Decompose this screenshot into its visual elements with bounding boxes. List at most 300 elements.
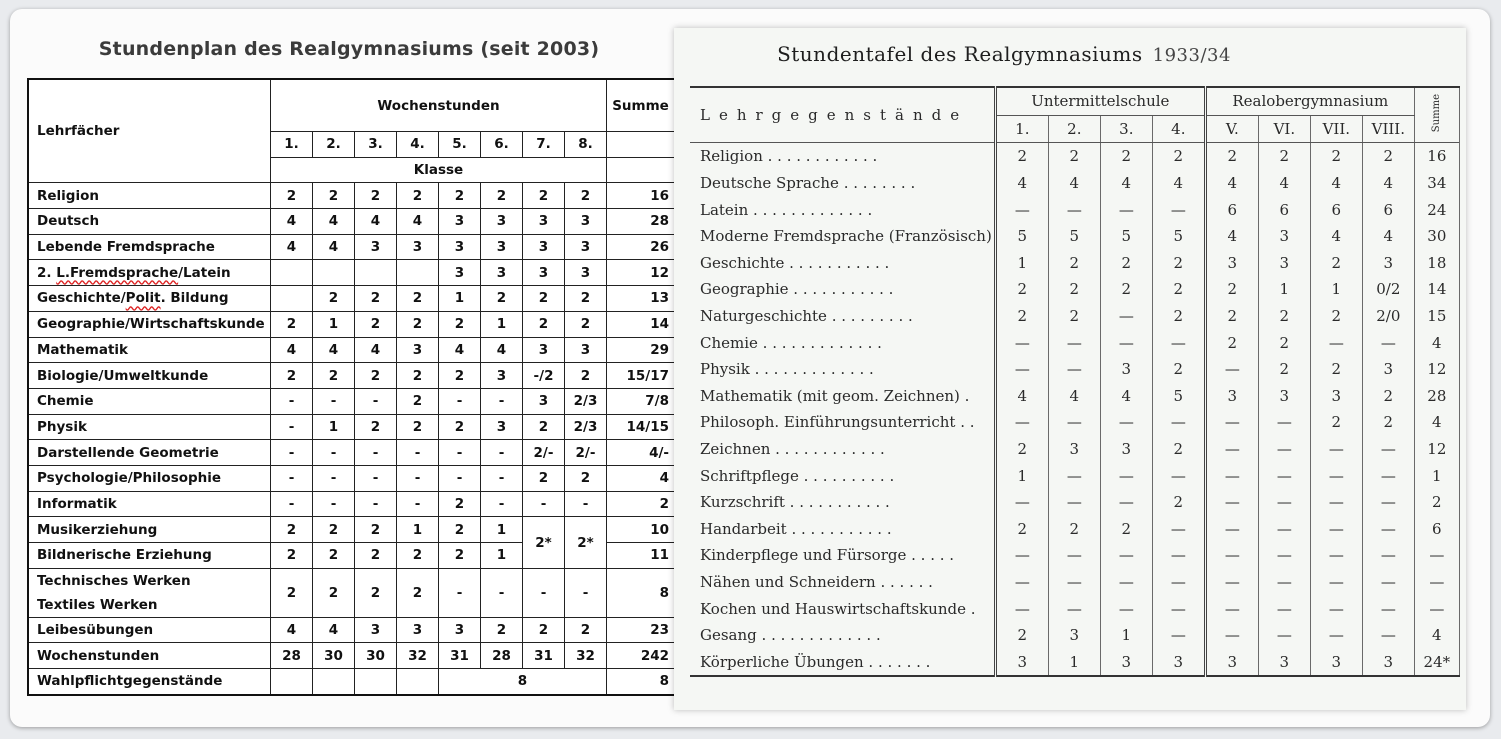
row-cell: 2 xyxy=(313,183,355,209)
historical-row-cell: 1 xyxy=(1310,276,1362,303)
historical-row-cell: 6 xyxy=(1205,196,1258,223)
row-cell: - xyxy=(271,491,313,517)
row-cell: 2 xyxy=(271,311,313,337)
row-cell: - xyxy=(271,414,313,440)
historical-row xyxy=(690,196,1459,223)
row-subject: Darstellende Geometrie xyxy=(28,440,271,466)
row-cell: 3 xyxy=(523,337,565,363)
row-cell: 2 xyxy=(355,363,397,389)
historical-row-cell: — xyxy=(1362,622,1414,649)
historical-row-cell: — xyxy=(1100,409,1152,436)
historical-row-cell: 2 xyxy=(1152,276,1205,303)
historical-row-cell: 2 xyxy=(1205,143,1258,170)
historical-row-cell: — xyxy=(1205,489,1258,516)
historical-row-cell: — xyxy=(1100,595,1152,622)
historical-row-cell: — xyxy=(1258,516,1310,543)
historical-header-group1: Untermittelschule xyxy=(995,87,1205,115)
row-cell-empty xyxy=(271,669,313,695)
table-row xyxy=(28,517,675,543)
historical-row-sum: 34 xyxy=(1414,170,1459,197)
historical-row-cell: 2 xyxy=(1100,250,1152,277)
historical-header-sum xyxy=(1414,87,1459,143)
historical-row-cell: 4 xyxy=(1310,170,1362,197)
historical-row-cell: 2 xyxy=(1152,303,1205,330)
historical-row xyxy=(690,516,1459,543)
row-cell: 2 xyxy=(313,517,355,543)
historical-row-cell: — xyxy=(1048,329,1100,356)
historical-row-cell: 4 xyxy=(1362,223,1414,250)
historical-row-cell: — xyxy=(1100,542,1152,569)
row-cell: 1 xyxy=(439,286,481,312)
row-subject: Wahlpflichtgegenstände xyxy=(28,669,271,695)
table-row xyxy=(28,617,675,643)
historical-document xyxy=(674,28,1466,710)
row-cell: 4 xyxy=(397,209,439,235)
row-cell: - xyxy=(313,465,355,491)
historical-row-cell: 4 xyxy=(1205,223,1258,250)
historical-header-subject: Lehrgegenstände xyxy=(690,87,995,143)
historical-row-subject: Religion . . . . . . . . . . . . xyxy=(690,143,995,170)
historical-row-sum: 15 xyxy=(1414,303,1459,330)
historical-row-cell: 1 xyxy=(1100,622,1152,649)
historical-row-cell: 3 xyxy=(1205,250,1258,277)
row-cell: - xyxy=(313,440,355,466)
historical-row-subject: Kurzschrift . . . . . . . . . . . xyxy=(690,489,995,516)
row-cell: 3 xyxy=(565,260,607,286)
historical-row-cell: 3 xyxy=(1362,356,1414,383)
historical-row-sum: 24* xyxy=(1414,648,1459,676)
row-cell: 2 xyxy=(523,311,565,337)
historical-row-cell: 4 xyxy=(1362,170,1414,197)
row-cell: 2 xyxy=(439,311,481,337)
historical-row-cell: — xyxy=(1362,329,1414,356)
historical-row xyxy=(690,648,1459,676)
row-cell: 3 xyxy=(439,617,481,643)
table-row xyxy=(28,465,675,491)
row-cell: 4 xyxy=(313,209,355,235)
row-cell: 32 xyxy=(565,643,607,669)
historical-row-cell: 5 xyxy=(1152,223,1205,250)
row-cell: - xyxy=(565,568,607,617)
historical-row-cell: — xyxy=(1362,436,1414,463)
row-cell: 3 xyxy=(397,337,439,363)
historical-row-cell: — xyxy=(1048,462,1100,489)
historical-row-sum: 4 xyxy=(1414,622,1459,649)
historical-row-subject: Körperliche Übungen . . . . . . . xyxy=(690,648,995,676)
historical-row-cell: — xyxy=(1100,303,1152,330)
row-subject-line1: Technisches Werken xyxy=(37,572,191,589)
historical-row-cell: — xyxy=(1310,436,1362,463)
row-cell: 4 xyxy=(313,337,355,363)
historical-title xyxy=(674,42,1334,66)
historical-row-cell: — xyxy=(1100,462,1152,489)
row-cell: 2 xyxy=(481,617,523,643)
historical-row-cell: — xyxy=(1152,409,1205,436)
spellcheck-underline: L.Fremdsprache xyxy=(56,264,179,281)
historical-row-subject: Gesang . . . . . . . . . . . . . xyxy=(690,622,995,649)
historical-row-cell: 3 xyxy=(1100,648,1152,676)
historical-row xyxy=(690,250,1459,277)
historical-row-cell: — xyxy=(1258,595,1310,622)
historical-row-sum: 28 xyxy=(1414,383,1459,410)
row-cell: 2/3 xyxy=(565,414,607,440)
row-subject: Biologie/Umweltkunde xyxy=(28,363,271,389)
historical-row-cell: 2 xyxy=(1048,276,1100,303)
grade-header: 7. xyxy=(523,132,565,158)
row-cell: 2 xyxy=(439,363,481,389)
historical-row-cell: 2 xyxy=(1310,356,1362,383)
row-cell: 2 xyxy=(481,286,523,312)
historical-row-cell: 4 xyxy=(1048,383,1100,410)
row-subject: Mathematik xyxy=(28,337,271,363)
historical-row-cell: 3 xyxy=(1048,622,1100,649)
row-cell: 2 xyxy=(313,286,355,312)
historical-row xyxy=(690,143,1459,170)
row-cell: - xyxy=(481,440,523,466)
row-cell: - xyxy=(271,388,313,414)
table-row xyxy=(28,643,675,669)
historical-row-cell: 2 xyxy=(1205,276,1258,303)
historical-row xyxy=(690,462,1459,489)
historical-row-cell: — xyxy=(1258,542,1310,569)
row-cell xyxy=(313,260,355,286)
row-cell: - xyxy=(313,491,355,517)
historical-row-cell: — xyxy=(1310,329,1362,356)
historical-grade-header: VI. xyxy=(1258,115,1310,143)
row-subject: Deutsch xyxy=(28,209,271,235)
row-subject: Religion xyxy=(28,183,271,209)
row-cell: 2 xyxy=(271,568,313,617)
row-cell: 2 xyxy=(397,183,439,209)
row-cell: 30 xyxy=(355,643,397,669)
historical-row-sum: 2 xyxy=(1414,489,1459,516)
historical-row-cell: — xyxy=(1310,622,1362,649)
elective-value: 8 xyxy=(439,669,607,695)
row-cell: 1 xyxy=(397,517,439,543)
row-sum: 16 xyxy=(607,183,676,209)
historical-row-cell: 2 xyxy=(1100,516,1152,543)
row-cell: 3 xyxy=(439,234,481,260)
historical-row-cell: 2 xyxy=(1258,329,1310,356)
row-sum: 4 xyxy=(607,465,676,491)
historical-row-cell: 2 xyxy=(1258,303,1310,330)
row-cell: 2 xyxy=(397,388,439,414)
row-cell: 31 xyxy=(439,643,481,669)
historical-row-cell: 3 xyxy=(1205,383,1258,410)
historical-row-cell: — xyxy=(1258,622,1310,649)
historical-row-cell: — xyxy=(1048,542,1100,569)
historical-row-sum: 1 xyxy=(1414,462,1459,489)
row-subject: Leibesübungen xyxy=(28,617,271,643)
historical-row-cell: — xyxy=(1258,409,1310,436)
historical-row-cell: 3 xyxy=(995,648,1048,676)
historical-row-cell: 4 xyxy=(1048,170,1100,197)
table-row xyxy=(28,568,675,617)
historical-row-subject: Philosoph. Einführungsunterricht . . xyxy=(690,409,995,436)
row-cell: - xyxy=(439,568,481,617)
historical-row-cell: — xyxy=(1310,462,1362,489)
historical-row-cell: 3 xyxy=(1258,223,1310,250)
historical-grade-header: VII. xyxy=(1310,115,1362,143)
header-empty xyxy=(607,157,676,183)
historical-row xyxy=(690,383,1459,410)
historical-row-subject: Moderne Fremdsprache (Französisch) xyxy=(690,223,995,250)
row-subject: 2. L.Fremdsprache/Latein xyxy=(28,260,271,286)
row-cell: - xyxy=(439,465,481,491)
historical-row-cell: — xyxy=(1152,569,1205,596)
row-cell: 2 xyxy=(439,414,481,440)
historical-row xyxy=(690,303,1459,330)
grade-header: 8. xyxy=(565,132,607,158)
row-cell: - xyxy=(565,491,607,517)
row-sum: 29 xyxy=(607,337,676,363)
row-cell: 2 xyxy=(397,543,439,569)
historical-row-subject: Deutsche Sprache . . . . . . . . xyxy=(690,170,995,197)
historical-row-cell: 1 xyxy=(1048,648,1100,676)
historical-row-cell: — xyxy=(1100,489,1152,516)
historical-row-cell: — xyxy=(1362,462,1414,489)
row-cell: 2 xyxy=(355,311,397,337)
historical-row-subject: Latein . . . . . . . . . . . . . xyxy=(690,196,995,223)
row-cell: 2 xyxy=(565,617,607,643)
grade-header: 4. xyxy=(397,132,439,158)
historical-row-cell: — xyxy=(1205,569,1258,596)
historical-row xyxy=(690,569,1459,596)
historical-row-cell: — xyxy=(1205,542,1258,569)
row-cell: 2 xyxy=(397,311,439,337)
historical-row xyxy=(690,170,1459,197)
historical-row-cell: — xyxy=(995,356,1048,383)
row-cell: 4 xyxy=(439,337,481,363)
historical-row-cell: 3 xyxy=(1048,436,1100,463)
row-subject: Geschichte/Polit. Bildung xyxy=(28,286,271,312)
row-cell: - xyxy=(481,388,523,414)
historical-row-cell: 4 xyxy=(1258,170,1310,197)
historical-row-cell: — xyxy=(1310,542,1362,569)
historical-row-cell: — xyxy=(1362,569,1414,596)
row-sum: 242 xyxy=(607,643,676,669)
historical-row-sum: 6 xyxy=(1414,516,1459,543)
header-class: Klasse xyxy=(271,157,607,183)
historical-row-cell: 2 xyxy=(1100,143,1152,170)
row-sum: 28 xyxy=(607,209,676,235)
historical-row-cell: 4 xyxy=(1100,383,1152,410)
row-cell: 1 xyxy=(481,311,523,337)
historical-row-cell: 3 xyxy=(1310,383,1362,410)
grade-header: 6. xyxy=(481,132,523,158)
historical-row-cell: 2 xyxy=(1258,356,1310,383)
modern-timetable xyxy=(27,78,676,696)
table-row xyxy=(28,669,675,695)
row-cell: 2 xyxy=(397,414,439,440)
row-subject-line2: Textiles Werken xyxy=(37,596,158,613)
row-cell: 3 xyxy=(481,414,523,440)
historical-row-cell: — xyxy=(1205,595,1258,622)
table-row xyxy=(28,337,675,363)
row-cell: - xyxy=(397,440,439,466)
historical-row-cell: 1 xyxy=(1258,276,1310,303)
row-cell: 3 xyxy=(397,234,439,260)
row-cell: 2 xyxy=(565,311,607,337)
row-subject: Geographie/Wirtschaftskunde xyxy=(28,311,271,337)
row-sum: 14 xyxy=(607,311,676,337)
row-cell-empty xyxy=(355,669,397,695)
grade-header: 2. xyxy=(313,132,355,158)
row-cell: - xyxy=(355,465,397,491)
row-cell: 2 xyxy=(271,183,313,209)
table-row xyxy=(28,311,675,337)
historical-row-cell: 3 xyxy=(1310,648,1362,676)
historical-row-cell: 3 xyxy=(1362,648,1414,676)
row-cell: 2 xyxy=(565,465,607,491)
historical-row-cell: 2 xyxy=(1310,250,1362,277)
historical-row-cell: — xyxy=(995,489,1048,516)
row-cell: 30 xyxy=(313,643,355,669)
row-cell: 2 xyxy=(355,568,397,617)
historical-row-cell: 2 xyxy=(1310,303,1362,330)
row-cell: 2 xyxy=(565,363,607,389)
row-cell: 2 xyxy=(439,491,481,517)
historical-row-sum: 4 xyxy=(1414,409,1459,436)
row-sum: 14/15 xyxy=(607,414,676,440)
historical-row xyxy=(690,329,1459,356)
historical-row-cell: 1 xyxy=(995,250,1048,277)
row-cell: 1 xyxy=(313,414,355,440)
row-cell: 2 xyxy=(271,543,313,569)
historical-row-cell: — xyxy=(1310,516,1362,543)
row-sum: 12 xyxy=(607,260,676,286)
row-cell: 3 xyxy=(481,260,523,286)
historical-row-cell: 2 xyxy=(995,303,1048,330)
row-cell: 2/- xyxy=(565,440,607,466)
historical-row-cell: 3 xyxy=(1152,648,1205,676)
row-sum: 15/17 xyxy=(607,363,676,389)
row-sum: 10 xyxy=(607,517,676,543)
historical-row-cell: 5 xyxy=(995,223,1048,250)
header-hours: Wochenstunden xyxy=(271,79,607,132)
row-sum: 8 xyxy=(607,669,676,695)
row-cell: - xyxy=(523,568,565,617)
historical-row-cell: 2 xyxy=(995,143,1048,170)
row-cell: 2 xyxy=(271,517,313,543)
historical-row xyxy=(690,276,1459,303)
historical-row-cell: — xyxy=(1152,462,1205,489)
table-row xyxy=(28,363,675,389)
row-cell: 4 xyxy=(271,209,313,235)
left-table-title: Stundenplan des Realgymnasiums (seit 2003) xyxy=(98,38,600,60)
merged-cell: 2* xyxy=(565,517,607,568)
historical-row-sum: 12 xyxy=(1414,356,1459,383)
historical-row-cell: 2 xyxy=(1152,356,1205,383)
historical-row-cell: — xyxy=(995,569,1048,596)
row-cell: 3 xyxy=(481,363,523,389)
historical-row-subject: Geschichte . . . . . . . . . . . xyxy=(690,250,995,277)
row-cell: 2/3 xyxy=(565,388,607,414)
row-cell: 3 xyxy=(481,209,523,235)
historical-row-cell: 6 xyxy=(1362,196,1414,223)
row-cell: 2 xyxy=(397,568,439,617)
row-cell: 2 xyxy=(355,414,397,440)
row-cell: 3 xyxy=(439,209,481,235)
historical-row-subject: Chemie . . . . . . . . . . . . . xyxy=(690,329,995,356)
historical-row-cell: 3 xyxy=(1100,356,1152,383)
historical-row xyxy=(690,542,1459,569)
row-cell: 3 xyxy=(523,234,565,260)
historical-row-cell: 4 xyxy=(1310,223,1362,250)
row-cell xyxy=(355,260,397,286)
row-subject: Wochenstunden xyxy=(28,643,271,669)
historical-row-cell: — xyxy=(1152,622,1205,649)
table-row xyxy=(28,414,675,440)
historical-row-cell: 3 xyxy=(1258,648,1310,676)
historical-row-cell: 5 xyxy=(1152,383,1205,410)
row-cell: 2 xyxy=(313,568,355,617)
historical-row-cell: — xyxy=(995,542,1048,569)
row-cell: - xyxy=(481,568,523,617)
row-cell: 1 xyxy=(481,543,523,569)
row-sum: 11 xyxy=(607,543,676,569)
header-subject: Lehrfächer xyxy=(28,79,271,183)
row-cell: 4 xyxy=(355,337,397,363)
row-subject: Physik xyxy=(28,414,271,440)
row-cell: - xyxy=(397,465,439,491)
historical-row-cell: — xyxy=(1205,436,1258,463)
row-cell: 4 xyxy=(271,337,313,363)
historical-row-cell: — xyxy=(1152,196,1205,223)
historical-row-subject: Kinderpflege und Fürsorge . . . . . xyxy=(690,542,995,569)
historical-row-cell: 0/2 xyxy=(1362,276,1414,303)
historical-row-cell: 2 xyxy=(1362,143,1414,170)
historical-row-cell: 3 xyxy=(1258,250,1310,277)
row-subject: Psychologie/Philosophie xyxy=(28,465,271,491)
historical-row-cell: — xyxy=(1100,196,1152,223)
row-cell: 4 xyxy=(313,234,355,260)
historical-row-cell: 4 xyxy=(995,170,1048,197)
historical-row-cell: — xyxy=(1100,569,1152,596)
historical-row-cell: 2 xyxy=(1048,250,1100,277)
historical-row-subject: Physik . . . . . . . . . . . . . xyxy=(690,356,995,383)
row-cell: - xyxy=(439,440,481,466)
row-cell: - xyxy=(355,388,397,414)
historical-row-cell: — xyxy=(1362,595,1414,622)
historical-grade-header: V. xyxy=(1205,115,1258,143)
historical-row-cell: 6 xyxy=(1258,196,1310,223)
historical-row xyxy=(690,489,1459,516)
historical-row-cell: 2 xyxy=(1205,303,1258,330)
historical-row-cell: — xyxy=(1362,516,1414,543)
historical-row-cell: 2 xyxy=(1310,143,1362,170)
row-cell: 2 xyxy=(439,183,481,209)
row-cell: 28 xyxy=(481,643,523,669)
row-subject: Chemie xyxy=(28,388,271,414)
historical-grade-header: 4. xyxy=(1152,115,1205,143)
spellcheck-underline: Polit xyxy=(125,290,161,307)
row-cell: 28 xyxy=(271,643,313,669)
historical-row xyxy=(690,223,1459,250)
row-sum: 13 xyxy=(607,286,676,312)
historical-row-cell: 4 xyxy=(1152,170,1205,197)
row-cell: 4 xyxy=(271,617,313,643)
historical-row-cell: 2/0 xyxy=(1362,303,1414,330)
historical-row-sum: 14 xyxy=(1414,276,1459,303)
row-cell-empty xyxy=(313,669,355,695)
historical-row-cell: 3 xyxy=(1100,436,1152,463)
historical-row-cell: 2 xyxy=(1258,143,1310,170)
historical-row-cell: — xyxy=(995,329,1048,356)
table-row xyxy=(28,440,675,466)
historical-row-cell: 4 xyxy=(1205,170,1258,197)
historical-row-sum: 24 xyxy=(1414,196,1459,223)
